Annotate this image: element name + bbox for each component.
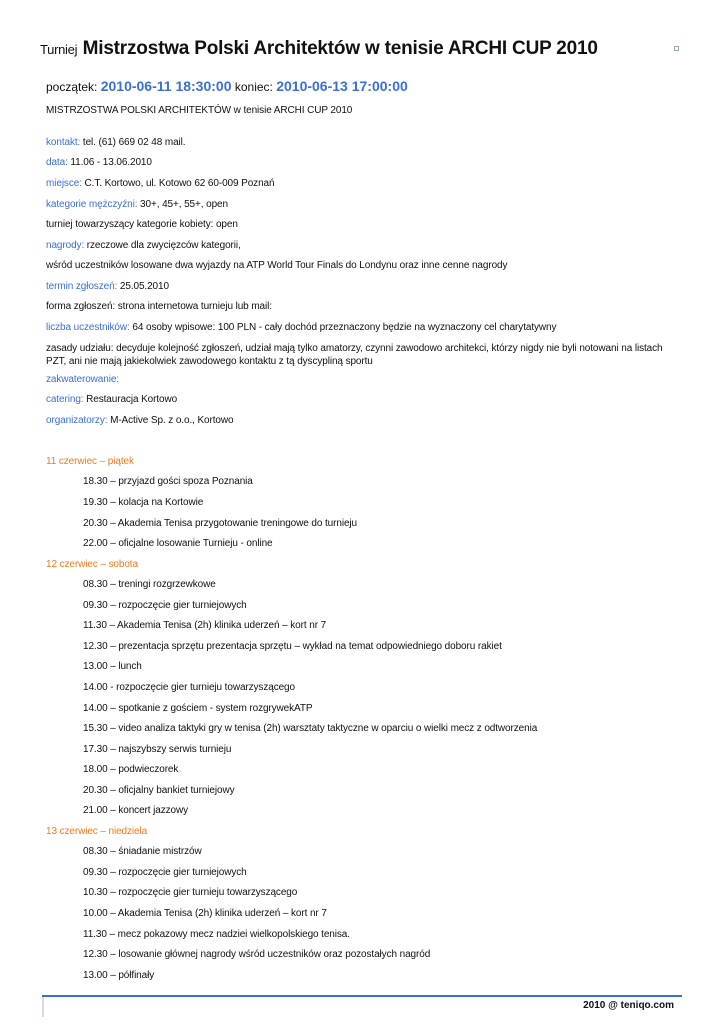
info-nagrody-extra: wśród uczestników losowane dwa wyjazdy na ATP World Tour Finals do Londynu oraz inne cenne nagrody bbox=[46, 260, 508, 271]
day-heading: 11 czerwiec – piątek bbox=[46, 456, 134, 467]
day-heading: 13 czerwiec – niedziela bbox=[46, 826, 148, 837]
schedule-item: 09.30 – rozpoczęcie gier turniejowych bbox=[83, 867, 247, 878]
kategorie-value: 30+, 45+, 55+, open bbox=[137, 199, 228, 210]
info-termin bbox=[46, 280, 169, 293]
kategorie-label: kategorie mężczyźni: bbox=[46, 199, 138, 210]
page-title bbox=[40, 38, 690, 68]
nagrody-label: nagrody: bbox=[46, 240, 85, 251]
schedule-item: 09.30 – rozpoczęcie gier turniejowych bbox=[83, 600, 247, 611]
kontakt-label: kontakt: bbox=[46, 137, 81, 148]
termin-label: termin zgłoszeń: bbox=[46, 281, 118, 292]
footer-edge bbox=[42, 997, 44, 1017]
schedule-item: 11.30 – Akademia Tenisa (2h) klinika uderzeń – kort nr 7 bbox=[83, 620, 327, 631]
info-zakwaterowanie bbox=[46, 373, 119, 386]
schedule-item: 12.30 – prezentacja sprzętu prezentacja sprzętu – wykład na temat odpowiedniego doboru rakiet bbox=[83, 641, 502, 652]
info-liczba bbox=[46, 321, 556, 334]
info-organizatorzy bbox=[46, 414, 233, 427]
schedule-item: 08.30 – śniadanie mistrzów bbox=[83, 846, 202, 857]
event-dates bbox=[46, 78, 408, 94]
footer-divider bbox=[42, 995, 682, 997]
title-prefix: Turniej bbox=[40, 42, 78, 57]
footer-credit: 2010 @ teniqo.com bbox=[583, 1000, 674, 1011]
print-icon[interactable] bbox=[674, 46, 679, 51]
data-value: 11.06 - 13.06.2010 bbox=[67, 157, 152, 168]
catering-value: Restauracja Kortowo bbox=[83, 394, 178, 405]
schedule-item: 15.30 – video analiza taktyki gry w tenisa (2h) warsztaty taktyczne w oparciu o wielki mecz z odtworzenia bbox=[83, 723, 538, 734]
miejsce-value: C.T. Kortowo, ul. Kotowo 62 60-009 Poznań bbox=[81, 178, 275, 189]
schedule-item: 19.30 – kolacja na Kortowie bbox=[83, 497, 204, 508]
termin-value: 25.05.2010 bbox=[117, 281, 169, 292]
info-data bbox=[46, 156, 152, 169]
title-main: Mistrzostwa Polski Architektów w tenisie ARCHI CUP 2010 bbox=[82, 38, 598, 59]
start-value: 2010-06-11 18:30:00 bbox=[100, 78, 232, 94]
schedule-item: 18.30 – przyjazd gości spoza Poznania bbox=[83, 476, 253, 487]
info-miejsce bbox=[46, 177, 274, 190]
schedule-item: 20.30 – oficjalny bankiet turniejowy bbox=[83, 785, 235, 796]
schedule-item: 11.30 – mecz pokazowy mecz nadziei wielkopolskiego tenisa. bbox=[83, 929, 350, 940]
info-zasady: zasady udziału: decyduje kolejność zgłoszeń, udział mają tylko amatorzy, czynni zawodowo architekci, którzy nigdy nie byli notowani na listach PZT, ani nie mają jakiekolwiek zawodowego kontaktu z tą dyscypliną sportu bbox=[46, 343, 663, 367]
day-heading: 12 czerwiec – sobota bbox=[46, 559, 138, 570]
schedule-item: 14.00 – spotkanie z gościem - system rozgrywekATP bbox=[83, 703, 313, 714]
zakwaterowanie-label: zakwaterowanie: bbox=[46, 374, 119, 385]
data-label: data: bbox=[46, 157, 68, 168]
schedule-item: 12.30 – losowanie głównej nagrody wśród uczestników oraz pozostałych nagród bbox=[83, 949, 431, 960]
schedule-item: 21.00 – koncert jazzowy bbox=[83, 805, 188, 816]
schedule-item: 10.00 – Akademia Tenisa (2h) klinika uderzeń – kort nr 7 bbox=[83, 908, 327, 919]
schedule-item: 18.00 – podwieczorek bbox=[83, 764, 179, 775]
liczba-value: 64 osoby wpisowe: 100 PLN - cały dochód przeznaczony będzie na wyznaczony cel charytatywny bbox=[129, 322, 557, 333]
organizatorzy-value: M-Active Sp. z o.o., Kortowo bbox=[107, 415, 234, 426]
nagrody-value: rzeczowe dla zwycięzców kategorii, bbox=[84, 240, 241, 251]
info-catering bbox=[46, 393, 177, 406]
schedule-item: 10.30 – rozpoczęcie gier turnieju towarzyszącego bbox=[83, 887, 298, 898]
end-value: 2010-06-13 17:00:00 bbox=[276, 78, 408, 94]
kontakt-value: tel. (61) 669 02 48 mail. bbox=[80, 137, 186, 148]
schedule-item: 14.00 - rozpoczęcie gier turnieju towarzyszącego bbox=[83, 682, 295, 693]
info-nagrody bbox=[46, 239, 241, 252]
liczba-label: liczba uczestników: bbox=[46, 322, 130, 333]
miejsce-label: miejsce: bbox=[46, 178, 82, 189]
start-label: początek: bbox=[46, 80, 98, 94]
schedule-item: 17.30 – najszybszy serwis turnieju bbox=[83, 744, 232, 755]
end-label: koniec: bbox=[234, 80, 273, 94]
schedule-item: 22.00 – oficjalne losowanie Turnieju - online bbox=[83, 538, 273, 549]
info-kontakt bbox=[46, 136, 185, 149]
schedule-item: 20.30 – Akademia Tenisa przygotowanie treningowe do turnieju bbox=[83, 518, 358, 529]
organizatorzy-label: organizatorzy: bbox=[46, 415, 108, 426]
info-kategorie-mezczyzni bbox=[46, 198, 228, 211]
schedule-item: 13.00 – lunch bbox=[83, 661, 142, 672]
schedule-item: 08.30 – treningi rozgrzewkowe bbox=[83, 579, 216, 590]
catering-label: catering: bbox=[46, 394, 84, 405]
info-forma: forma zgłoszeń: strona internetowa turnieju lub mail: bbox=[46, 301, 272, 312]
info-heading: MISTRZOSTWA POLSKI ARCHITEKTÓW w tenisie ARCHI CUP 2010 bbox=[46, 105, 353, 116]
info-kategorie-kobiety: turniej towarzyszący kategorie kobiety: open bbox=[46, 219, 238, 230]
schedule-item: 13.00 – półfinały bbox=[83, 970, 155, 981]
